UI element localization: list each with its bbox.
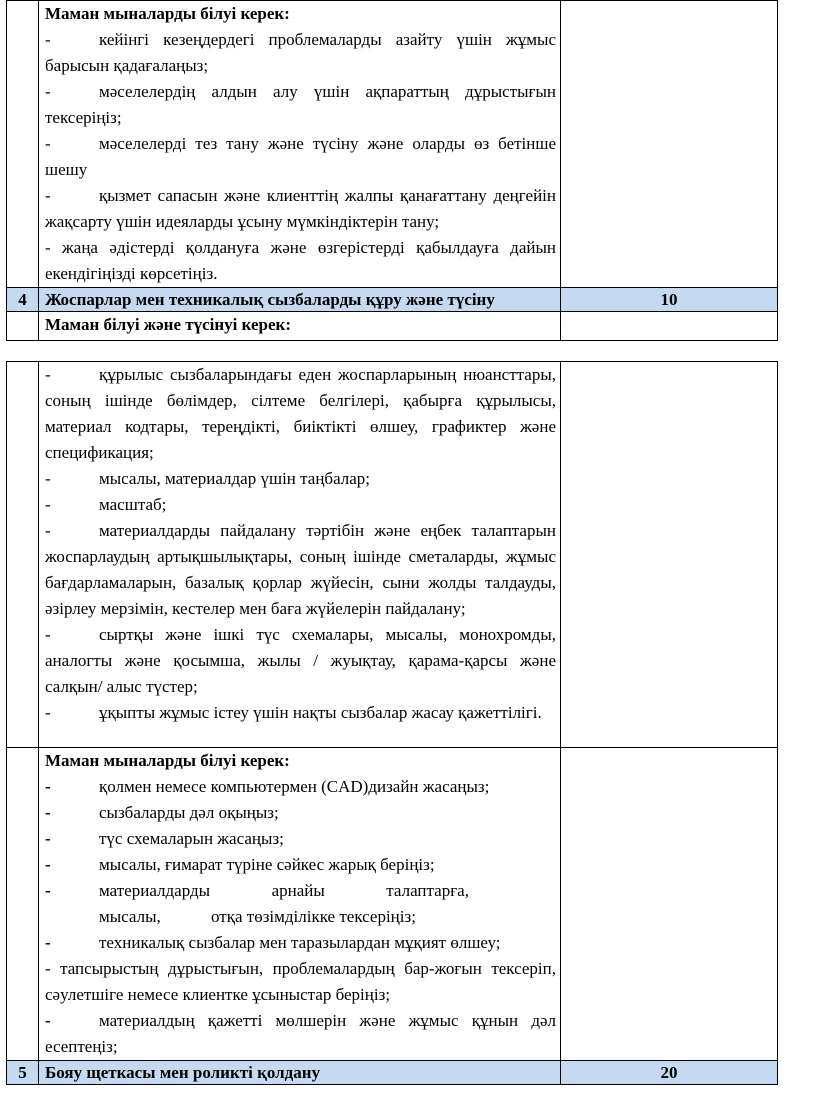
skills-cell xyxy=(39,1,561,288)
list-item: - жаңа әдістерді қолдануға және өзгерістерді қабылдауға дайын екендігіңізді көрсетіңіз. xyxy=(45,238,556,283)
list-item: - құрылыс сызбаларындағы еден жоспарларының нюансттары, соның ішінде бөлімдер, сілтеме белгілері, қабырға құрылысы, материал кодтары, тереңдікті, биіктікті өлшеу, графиктер және спецификация; xyxy=(45,365,556,462)
knowledge-cell xyxy=(39,362,561,748)
list-item: - мәселелердің алдын алу үшін ақпараттың дұрыстығын тексеріңіз; xyxy=(45,82,556,127)
list-item: - мысалы, материалдар үшін таңбалар; xyxy=(45,469,371,488)
list-item: - қызмет сапасын және клиенттің жалпы қанағаттану деңгейін жақсарту үшін идеяларды ұсыну мүмкіндіктерін тану; xyxy=(45,186,556,231)
list-item: - мысалы, ғимарат түріне сәйкес жарық беріңіз; xyxy=(45,855,435,874)
points-cell xyxy=(561,748,778,1061)
points-cell xyxy=(561,312,778,341)
list-item: - материалдың қажетті мөлшерін және жұмыс құнын дәл есептеңіз; xyxy=(45,1011,556,1056)
skills-heading: Маман мыналарды білуі керек: xyxy=(45,4,290,23)
section-number: 5 xyxy=(7,1061,39,1085)
number-cell xyxy=(7,312,39,341)
knowledge-heading: Маман білуі және түсінуі керек: xyxy=(39,312,561,341)
list-item: - техникалық сызбалар мен таразылардан мұқият өлшеу; xyxy=(45,933,501,952)
section-points: 10 xyxy=(561,288,778,312)
list-item: - қолмен немесе компьютермен (CAD)дизайн жасаңыз; xyxy=(45,777,490,796)
section-row-5 xyxy=(7,1061,778,1085)
criteria-table-bottom xyxy=(6,361,778,1085)
section-title: Бояу щеткасы мен роликті қолдану xyxy=(39,1061,561,1085)
section-number: 4 xyxy=(7,288,39,312)
skills-row xyxy=(7,748,778,1061)
points-cell xyxy=(561,362,778,748)
list-item: - кейінгі кезеңдердегі проблемаларды азайту үшін жұмыс барысын қадағалаңыз; xyxy=(45,30,556,75)
skills-row xyxy=(7,1,778,288)
skills-heading: Маман мыналарды білуі керек: xyxy=(45,751,290,770)
list-item: - сыртқы және ішкі түс схемалары, мысалы, монохромды, аналогты және қосымша, жылы / жуықтау, қарама-қарсы және салқын/ алыс түстер; xyxy=(45,625,556,696)
number-cell xyxy=(7,748,39,1061)
skills-cell xyxy=(39,748,561,1061)
list-item: - түс схемаларын жасаңыз; xyxy=(45,829,284,848)
list-item: - тапсырыстың дұрыстығын, проблемалардың бар-жоғын тексеріп, сәулетшіге немесе клиентке ұсыныстар беріңіз; xyxy=(45,959,556,1004)
criteria-table-top xyxy=(6,0,778,341)
points-cell xyxy=(561,1,778,288)
knowledge-row xyxy=(7,362,778,748)
section-points: 20 xyxy=(561,1061,778,1085)
section-row-4 xyxy=(7,288,778,312)
list-item: - мәселелерді тез тану және түсіну және оларды өз бетінше шешу xyxy=(45,134,556,179)
list-item: - масштаб; xyxy=(45,495,167,514)
knowledge-heading-row xyxy=(7,312,778,341)
list-item: - материалдарды арнайы талаптарға, мысалы, отқа төзімділікке тексеріңіз; xyxy=(45,881,469,926)
number-cell xyxy=(7,1,39,288)
section-title: Жоспарлар мен техникалық сызбаларды құру және түсіну xyxy=(39,288,561,312)
list-item: - сызбаларды дәл оқыңыз; xyxy=(45,803,279,822)
list-item: - материалдарды пайдалану тәртібін және еңбек талаптарын жоспарлаудың артықшылықтары, соның ішінде сметаларды, жұмыс бағдарламаларын, базалық қорлар жүйесін, сыни жолды талдауды, әзірлеу мерзімін, кестелер мен баға жүйелерін пайдалану; xyxy=(45,521,556,618)
number-cell xyxy=(7,362,39,748)
list-item: - ұқыпты жұмыс істеу үшін нақты сызбалар жасау қажеттілігі. xyxy=(45,703,542,722)
